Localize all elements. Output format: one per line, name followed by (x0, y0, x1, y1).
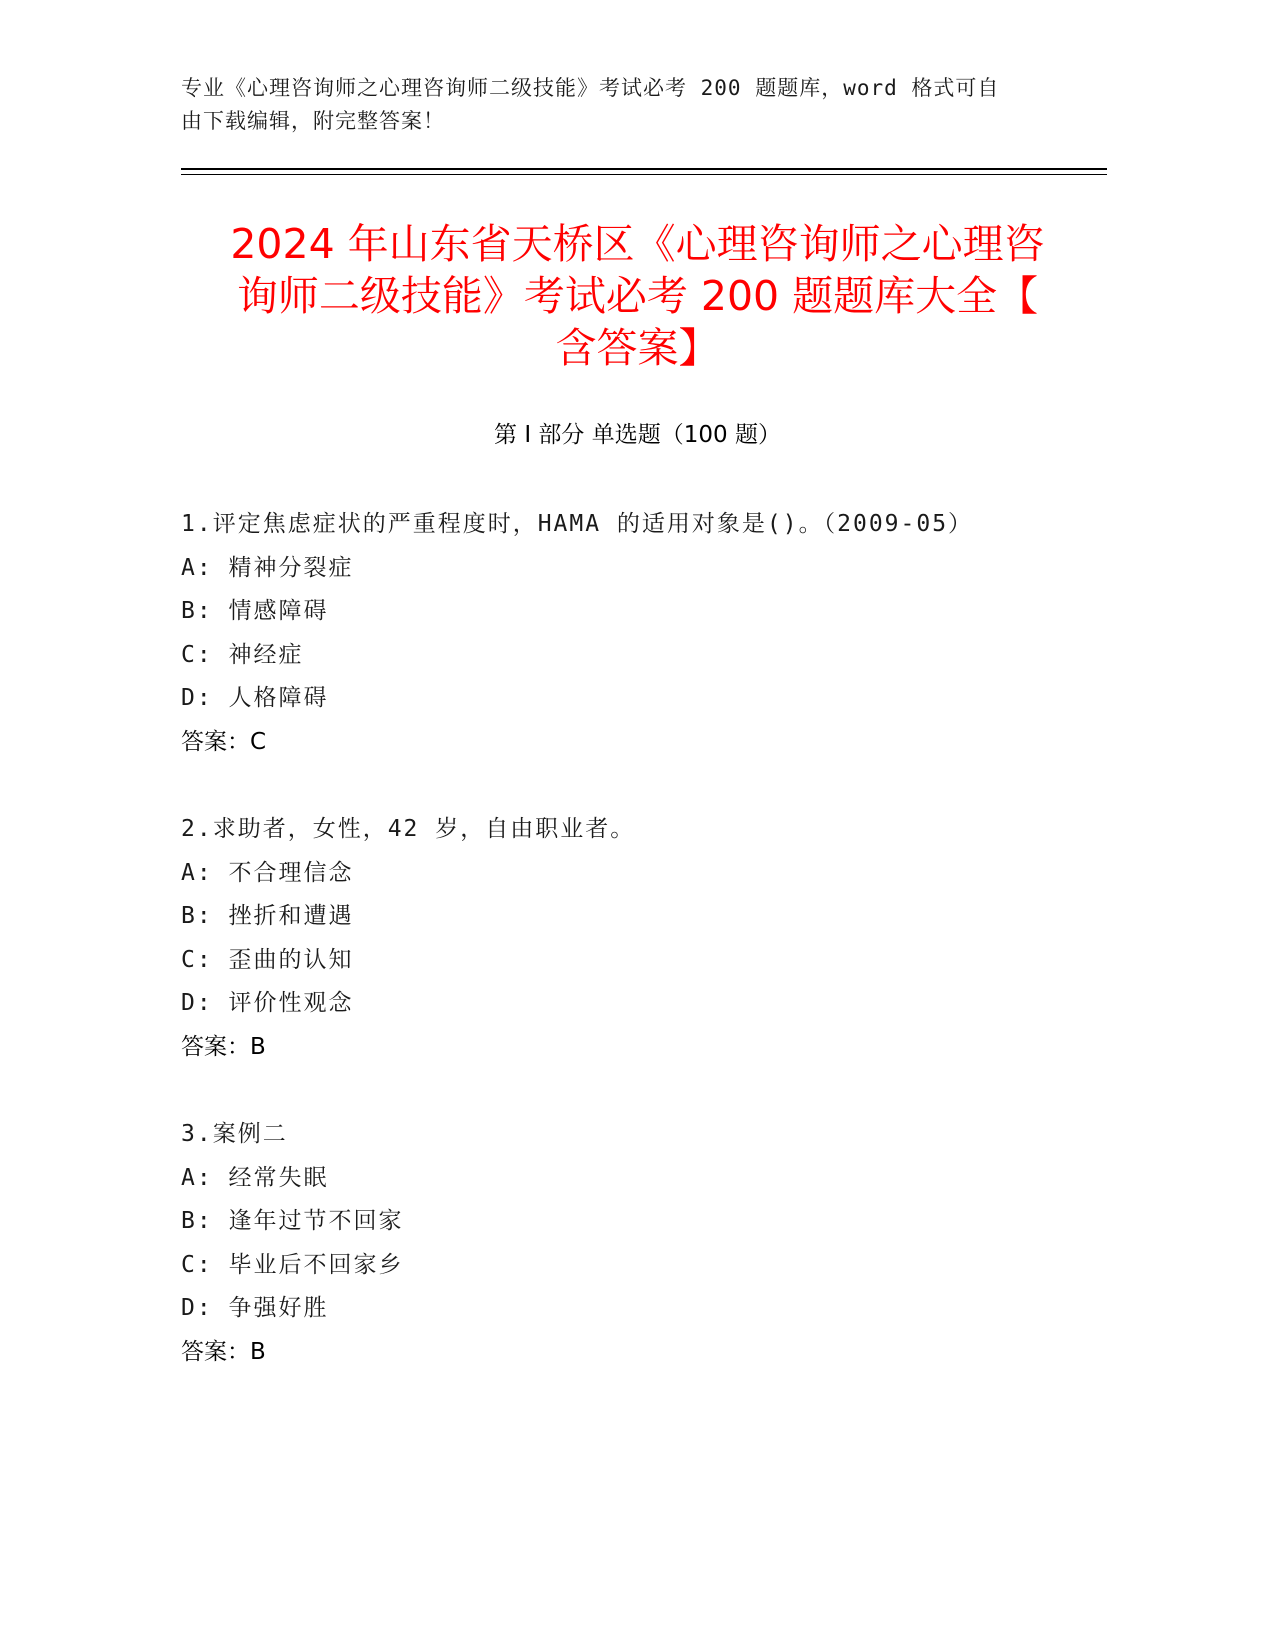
section-title: 第 I 部分 单选题（100 题） (494, 422, 781, 448)
option-a: A: 经常失眠 (181, 1164, 329, 1191)
document-title-line-1: 2024 年山东省天桥区《心理咨询师之心理咨 (230, 220, 1045, 268)
question-stem: 2.求助者，女性，42 岁，自由职业者。 (181, 816, 636, 842)
question-stem: 3.案例二 (181, 1121, 288, 1147)
option-a: A: 不合理信念 (181, 859, 354, 886)
document-title-line-3: 含答案】 (555, 324, 720, 372)
option-a: A: 精神分裂症 (181, 554, 354, 581)
answer: 答案：B (181, 1033, 266, 1060)
option-c: C: 神经症 (181, 641, 304, 668)
document-title-line-2: 询师二级技能》考试必考 200 题题库大全【 (236, 272, 1039, 320)
option-b: B: 挫折和遭遇 (181, 903, 354, 929)
option-c: C: 毕业后不回家乡 (181, 1251, 404, 1278)
header-divider-thick (181, 168, 1107, 170)
question-1 (181, 503, 1081, 764)
option-d: D: 评价性观念 (181, 990, 354, 1016)
answer: 答案：C (181, 728, 267, 755)
header-divider-thin (181, 174, 1107, 175)
question-stem: 1.评定焦虑症状的严重程度时，HAMA 的适用对象是()。（2009-05） (181, 511, 974, 537)
option-d: D: 人格障碍 (181, 685, 329, 711)
option-b: B: 情感障碍 (181, 598, 329, 624)
header-note (181, 72, 1041, 138)
answer: 答案：B (181, 1338, 266, 1365)
question-3 (181, 1113, 1081, 1374)
document-title (150, 218, 1125, 374)
question-2 (181, 808, 1081, 1069)
option-d: D: 争强好胜 (181, 1295, 329, 1321)
header-note-line-1: 专业《心理咨询师之心理咨询师二级技能》考试必考 200 题题库，word 格式可自 (181, 76, 1000, 100)
option-c: C: 歪曲的认知 (181, 946, 354, 973)
option-b: B: 逢年过节不回家 (181, 1208, 404, 1234)
header-note-line-2: 由下载编辑，附完整答案！ (181, 109, 445, 133)
